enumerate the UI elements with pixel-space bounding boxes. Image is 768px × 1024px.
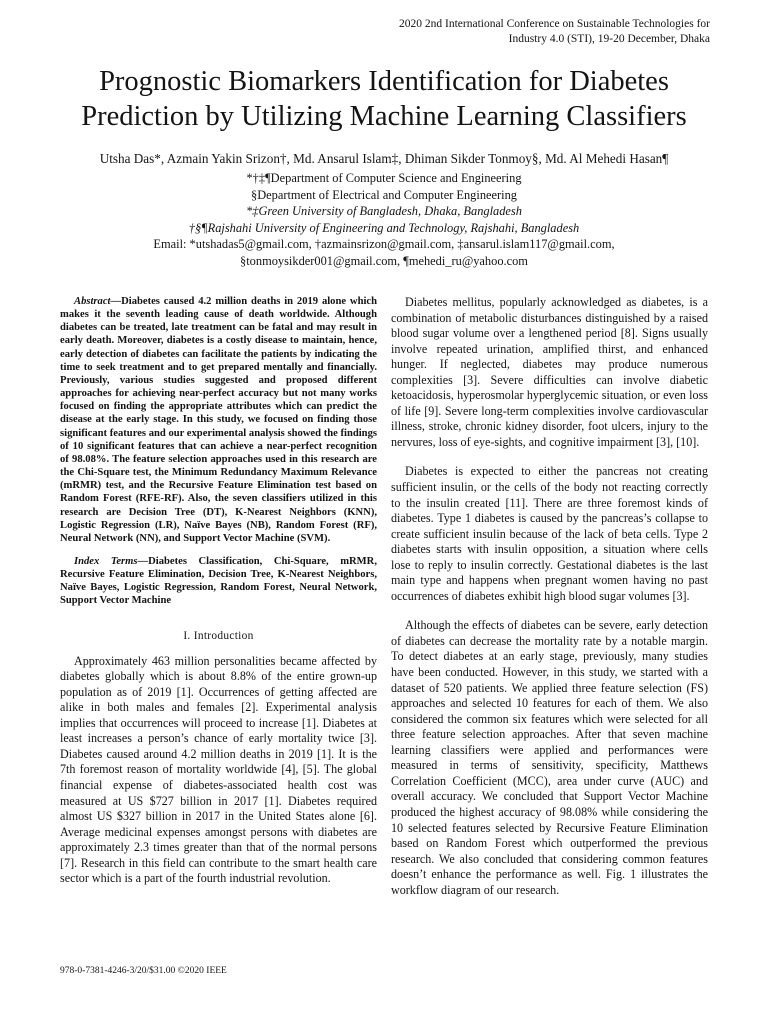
abstract-text: —Diabetes caused 4.2 million deaths in 2019 alone which makes it the seventh leading cause of death worldwide. Although diabetes can be treated, late treatment can be fatal and may result in early death. Moreover, diabetes is a costly disease to maintain, hence, early detection of diabetes can facilitate the patients by indicating the time to seek treatment and to get prepared mentally and financially. Previously, various studies suggested and proposed different approaches for achieving near-perfect accuracy but not many works focused on finding the appropriate attributes which can predict the disease at the early stage. In this study, we focused on finding those significant features and our experimental analysis showed the findings of 10 significant features that can achieve a near-perfect recognition of 98.08%. The feature selection approaches used in this research are the Chi-Square test, the Minimum Redundancy Maximum Relevance (mRMR) test, and the Recursive Feature Elimination test based on Random Forest (RFE-RF). Also, the seven classifiers utilized in this research are Decision Tree (DT), K-Nearest Neighbors (KNN), Logistic Regression (LR), Naïve Bayes (NB), Random Forest (RF), Neural Network (NN), and Support Vector Machine (SVM). bbox=[60, 296, 377, 544]
index-terms-text: —Diabetes Classification, Chi-Square, mRMR, Recursive Feature Elimination, Decision Tree, K-Nearest Neighbors, Naïve Bayes, Logistic Regression, Random Forest, Neural Network, Support Vector Machine bbox=[60, 555, 377, 607]
affiliation-ruet: †§¶Rajshahi University of Engineering and Technology, Rajshahi, Bangladesh bbox=[188, 220, 580, 235]
email-line-1: Email: *utshadas5@gmail.com, †azmainsrizon@gmail.com, ‡ansarul.islam117@gmail.com, bbox=[153, 237, 615, 251]
intro-paragraph-4: Although the effects of diabetes can be severe, early detection of diabetes can decrease the mortality rate by a notable margin. To detect diabetes at an early stage, previously, many studies have been conducted. However, in this study, we started with a dataset of 520 patients. We applied three feature selection (FS) approaches and selected 10 features for each of them. We also considered the common six features which were selected for all three feature selection approaches. After that seven machine learning classifiers were applied and performances were measured in terms of sensitivity, specificity, Matthews Correlation Coefficient (MCC), area under curve (AUC) and overall accuracy. We concluded that Support Vector Machine produced the highest accuracy of 98.08% while considering the 10 selected features selected by Recursive Feature Elimination based on Random Forest which outperformed the previous research. We also concluded that considering common features doesn’t enhance the performance as well. Fig. 1 illustrates the workflow diagram of our research. bbox=[391, 618, 708, 897]
copyright-footer: 978-0-7381-4246-3/20/$31.00 ©2020 IEEE bbox=[60, 966, 227, 976]
conference-header bbox=[330, 17, 710, 47]
abstract bbox=[60, 295, 377, 545]
affiliation-green-university: *‡Green University of Bangladesh, Dhaka, Bangladesh bbox=[246, 204, 522, 218]
index-terms-label: Index Terms bbox=[74, 555, 138, 567]
affiliations bbox=[20, 170, 748, 269]
affiliation-eee: §Department of Electrical and Computer Engineering bbox=[251, 187, 517, 202]
paper-title: Prognostic Biomarkers Identification for Diabetes Prediction by Utilizing Machine Learning Classifiers bbox=[81, 66, 687, 132]
left-column bbox=[60, 295, 377, 901]
right-column bbox=[391, 295, 708, 912]
conference-line-1: 2020 2nd International Conference on Sustainable Technologies for bbox=[399, 18, 710, 30]
author-list: Utsha Das*, Azmain Yakin Srizon†, Md. Ansarul Islam‡, Dhiman Sikder Tonmoy§, Md. Al Mehedi Hasan¶ bbox=[99, 151, 669, 166]
affiliation-cse: *†‡¶Department of Computer Science and Engineering bbox=[246, 171, 522, 185]
abstract-label: Abstract bbox=[74, 296, 111, 307]
section-heading-introduction: I. Introduction bbox=[183, 629, 254, 642]
email-line-2: §tonmoysikder001@gmail.com, ¶mehedi_ru@yahoo.com bbox=[240, 253, 528, 268]
intro-paragraph-3: Diabetes is expected to either the pancreas not creating sufficient insulin, or the cells of the body not reacting correctly to the insulin created [11]. There are three foremost kinds of diabetes. Type 1 diabetes is caused by the pancreas’s collapse to create sufficient insulin because of the lack of beta cells. Type 2 diabetes starts with insulin opposition, a situation where cells lose to reply to insulin correctly. Gestational diabetes is the last main type and happens when pregnant women having no past occurrences of diabetes exhibit high blood sugar volumes [3]. bbox=[391, 464, 708, 603]
conference-line-2: Industry 4.0 (STI), 19-20 December, Dhaka bbox=[508, 33, 710, 45]
intro-paragraph-2: Diabetes mellitus, popularly acknowledged as diabetes, is a combination of metabolic disturbances distinguished by a raised blood sugar volume over a lengthened period [8]. Signs usually involve repeated urination, amplified thirst, and enhanced hunger. If neglected, diabetes may produce numerous complexities [3]. Severe difficulties can involve diabetic ketoacidosis, hyperosmolar hyperglycemic situation, or even loss of life [9]. Severe long-term complexities involve cardiovascular illness, stroke, chronic kidney disorder, foot ulcers, injury to the nervures, loss of eye-sights, and cognitive impairment [3], [10]. bbox=[391, 295, 708, 449]
index-terms bbox=[60, 555, 377, 608]
intro-paragraph-1: Approximately 463 million personalities became affected by diabetes globally which is about 8.8% of the entire grown-up population as of 2019 [1]. Occurrences of getting affected are alike in both males and females [2]. Experimental analysis implies that occurrences will proceed to increase [1]. Diabetes at least increases a person’s chance of early mortality twice [3]. Diabetes caused around 4.2 million deaths in 2019 [1]. It is the 7th foremost reason of mortality worldwide [4], [5]. The global financial expense of diabetes-associated health cost was measured at US $727 billion in 2017 [1]. Diabetes required almost US $327 billion in 2017 in the United States alone [6]. Average medicinal expenses amongst persons with diabetes are approximately 2.3 times greater than that of the normal persons [7]. Research in this field can contribute to the smart health care sector which is a part of the fourth industrial revolution. bbox=[60, 653, 377, 886]
